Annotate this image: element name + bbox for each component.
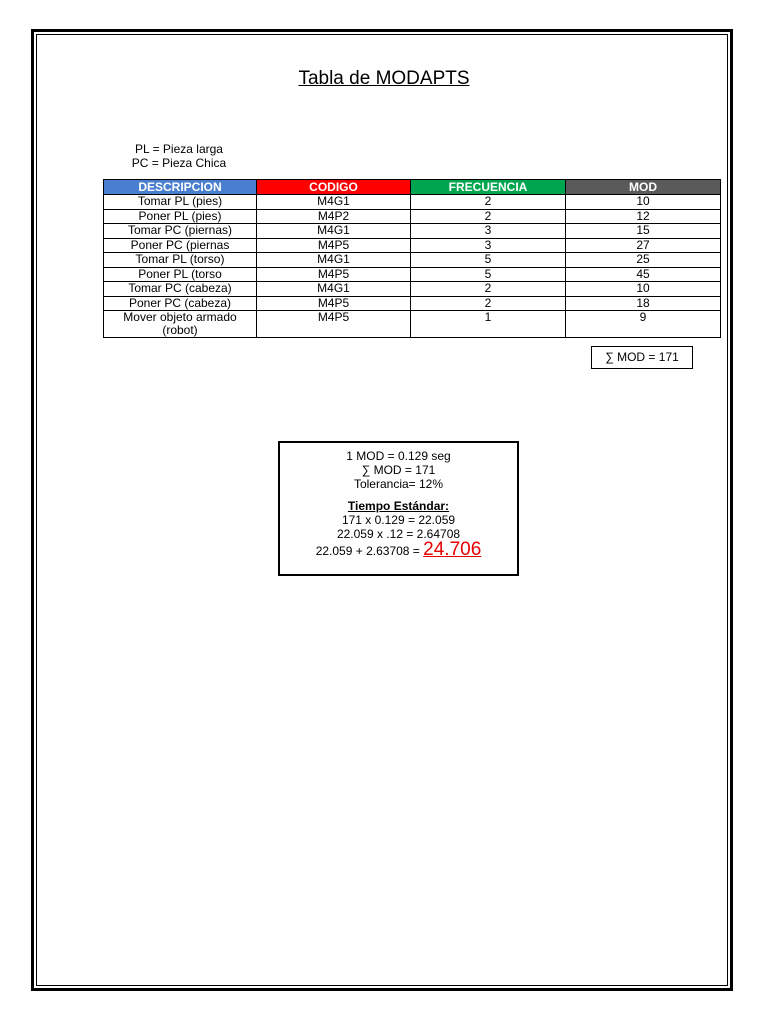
cell-mod: 12: [566, 209, 721, 224]
table-row: [104, 238, 721, 253]
cell-descripcion: Poner PL (pies): [104, 209, 257, 224]
legend-item-pl: PL = Pieza larga: [135, 142, 223, 156]
calc-step-1: 171 x 0.129 = 22.059: [341, 513, 456, 527]
table-row: [104, 296, 721, 311]
calc-step-2: 22.059 x .12 = 2.64708: [336, 527, 461, 541]
table-row: [104, 282, 721, 297]
cell-descripcion: Tomar PC (piernas): [104, 224, 257, 239]
cell-descripcion: Tomar PC (cabeza): [104, 282, 257, 297]
cell-frecuencia: 3: [411, 224, 566, 239]
cell-frecuencia: 2: [411, 209, 566, 224]
cell-codigo: M4G1: [257, 282, 411, 297]
cell-frecuencia: 1: [411, 311, 566, 338]
modapts-table: [103, 179, 721, 338]
cell-descripcion: Poner PC (piernas: [104, 238, 257, 253]
cell-codigo: M4P5: [257, 238, 411, 253]
page-title: [0, 68, 768, 90]
cell-descripcion: Tomar PL (pies): [104, 195, 257, 210]
cell-codigo: M4P5: [257, 311, 411, 338]
calc-tolerance: Tolerancia= 12%: [353, 477, 444, 491]
cell-frecuencia: 2: [411, 195, 566, 210]
cell-mod: 10: [566, 195, 721, 210]
cell-mod: 27: [566, 238, 721, 253]
mod-sum-box: ∑ MOD = 171: [591, 346, 693, 369]
cell-frecuencia: 3: [411, 238, 566, 253]
header-descripcion: DESCRIPCION: [104, 180, 257, 195]
cell-frecuencia: 2: [411, 296, 566, 311]
table-row: [104, 209, 721, 224]
cell-mod: 9: [566, 311, 721, 338]
cell-codigo: M4P5: [257, 296, 411, 311]
table-row: [104, 224, 721, 239]
cell-codigo: M4G1: [257, 253, 411, 268]
cell-mod: 25: [566, 253, 721, 268]
cell-mod: 10: [566, 282, 721, 297]
calc-step-3-prefix: 22.059 + 2.63708 =: [315, 544, 420, 558]
cell-mod: 18: [566, 296, 721, 311]
cell-frecuencia: 5: [411, 267, 566, 282]
table-row: [104, 311, 721, 338]
header-codigo: CODIGO: [257, 180, 411, 195]
cell-codigo: M4P5: [257, 267, 411, 282]
calc-step-3: [280, 539, 517, 560]
cell-codigo: M4G1: [257, 195, 411, 210]
cell-mod: 15: [566, 224, 721, 239]
cell-frecuencia: 2: [411, 282, 566, 297]
cell-descripcion: Mover objeto armado (robot): [104, 311, 257, 338]
header-mod: MOD: [566, 180, 721, 195]
table-row: [104, 267, 721, 282]
legend-item-pc: PC = Pieza Chica: [131, 156, 227, 170]
abbreviation-legend: [104, 142, 254, 170]
cell-descripcion: Poner PL (torso: [104, 267, 257, 282]
cell-descripcion: Poner PC (cabeza): [104, 296, 257, 311]
standard-time-calculation-box: [278, 441, 519, 576]
header-frecuencia: FRECUENCIA: [411, 180, 566, 195]
cell-mod: 45: [566, 267, 721, 282]
cell-frecuencia: 5: [411, 253, 566, 268]
standard-time-result: 24.706: [423, 539, 482, 560]
page-title-text: Tabla de MODAPTS: [298, 68, 470, 89]
calc-mod-sum: ∑ MOD = 171: [361, 463, 436, 477]
cell-codigo: M4G1: [257, 224, 411, 239]
cell-codigo: M4P2: [257, 209, 411, 224]
table-row: [104, 253, 721, 268]
calc-mod-value: 1 MOD = 0.129 seg: [346, 449, 451, 463]
table-header-row: [104, 180, 721, 195]
cell-descripcion: Tomar PL (torso): [104, 253, 257, 268]
calc-heading: Tiempo Estándar:: [347, 499, 450, 513]
table-row: [104, 195, 721, 210]
